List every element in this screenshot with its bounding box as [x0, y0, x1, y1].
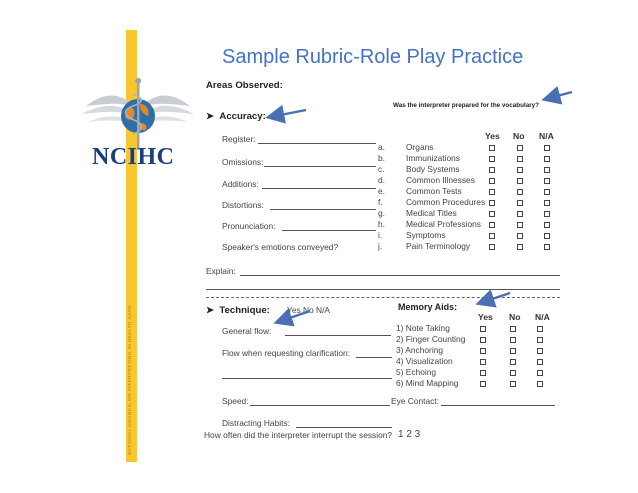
vocab-item: Common Illnesses — [406, 175, 475, 185]
vocab-item: Pain Terminology — [406, 241, 471, 251]
vertical-organization-text: NATIONAL COUNCIL ON INTERPRETING IN HEALTH CARE — [127, 304, 132, 455]
vocab-letter: j. — [378, 241, 383, 251]
vocab-item: Immunizations — [406, 153, 460, 163]
vocab-letter: a. — [378, 142, 385, 152]
distortions-label: Distortions: — [222, 200, 264, 210]
vocab-item: Symptoms — [406, 230, 446, 240]
general-flow-label: General flow: — [222, 326, 272, 336]
memory-aids-heading: Memory Aids: — [398, 302, 458, 312]
areas-observed-heading: Areas Observed: — [206, 80, 283, 91]
memory-column-no: No — [509, 312, 521, 322]
interrupt-options: 1 2 3 — [398, 429, 421, 440]
vocab-letter: i. — [378, 230, 383, 240]
clarification-flow-label: Flow when requesting clarification: — [222, 348, 351, 358]
arrow-to-memory-aids — [480, 293, 510, 303]
register-label: Register: — [222, 134, 256, 144]
column-no: No — [513, 131, 525, 141]
memory-column-yes: Yes — [478, 312, 493, 322]
technique-heading-label: Technique: — [219, 305, 270, 316]
pronunciation-label: Pronunciation: — [222, 221, 276, 231]
omissions-label: Omissions: — [222, 157, 264, 167]
vocabulary-question: Was the interpreter prepared for the vocabulary? — [393, 102, 540, 109]
memory-item: 1) Note Taking — [396, 323, 450, 333]
vocab-letter: b. — [378, 153, 385, 163]
vocab-letter: h. — [378, 219, 385, 229]
interrupt-question: How often did the interpreter interrupt the session? — [204, 430, 393, 440]
vocab-item: Common Tests — [406, 186, 462, 196]
eye-contact-label: Eye Contact: — [391, 396, 439, 406]
additions-label: Additions: — [222, 179, 259, 189]
arrow-to-vocabulary-question — [546, 92, 572, 99]
arrow-to-technique — [278, 311, 310, 322]
memory-item: 4) Visualization — [396, 356, 453, 366]
memory-column-na: N/A — [535, 312, 550, 322]
memory-item: 3) Anchoring — [396, 345, 444, 355]
bullet-arrow-icon: ➤ — [206, 111, 215, 122]
ncihc-logo-text: NCIHC — [92, 144, 175, 170]
vocab-letter: d. — [378, 175, 385, 185]
memory-item: 5) Echoing — [396, 367, 437, 377]
speed-label: Speed: — [222, 396, 249, 406]
memory-item: 2) Finger Counting — [396, 334, 466, 344]
accuracy-heading-label: Accuracy: — [219, 111, 266, 122]
vocab-letter: f. — [378, 197, 383, 207]
emotions-label: Speaker's emotions conveyed? — [222, 242, 339, 252]
vocab-item: Common Procedures — [406, 197, 486, 207]
column-yes: Yes — [485, 131, 500, 141]
column-na: N/A — [539, 131, 554, 141]
vocab-item: Medical Professions — [406, 219, 481, 229]
vocab-letter: e. — [378, 186, 385, 196]
vocab-letter: c. — [378, 164, 385, 174]
vocab-item: Body Systems — [406, 164, 460, 174]
vocab-item: Organs — [406, 142, 434, 152]
memory-item: 6) Mind Mapping — [396, 378, 459, 388]
explain-label: Explain: — [206, 266, 236, 276]
vocab-item: Medical Titles — [406, 208, 457, 218]
technique-options: Yes No N/A — [287, 305, 330, 315]
slide-title: Sample Rubric-Role Play Practice — [222, 46, 524, 68]
vocab-letter: g. — [378, 208, 385, 218]
arrow-to-areas-observed — [270, 110, 306, 117]
bullet-arrow-icon: ➤ — [206, 305, 215, 316]
distracting-habits-label: Distracting Habits: — [222, 418, 290, 428]
